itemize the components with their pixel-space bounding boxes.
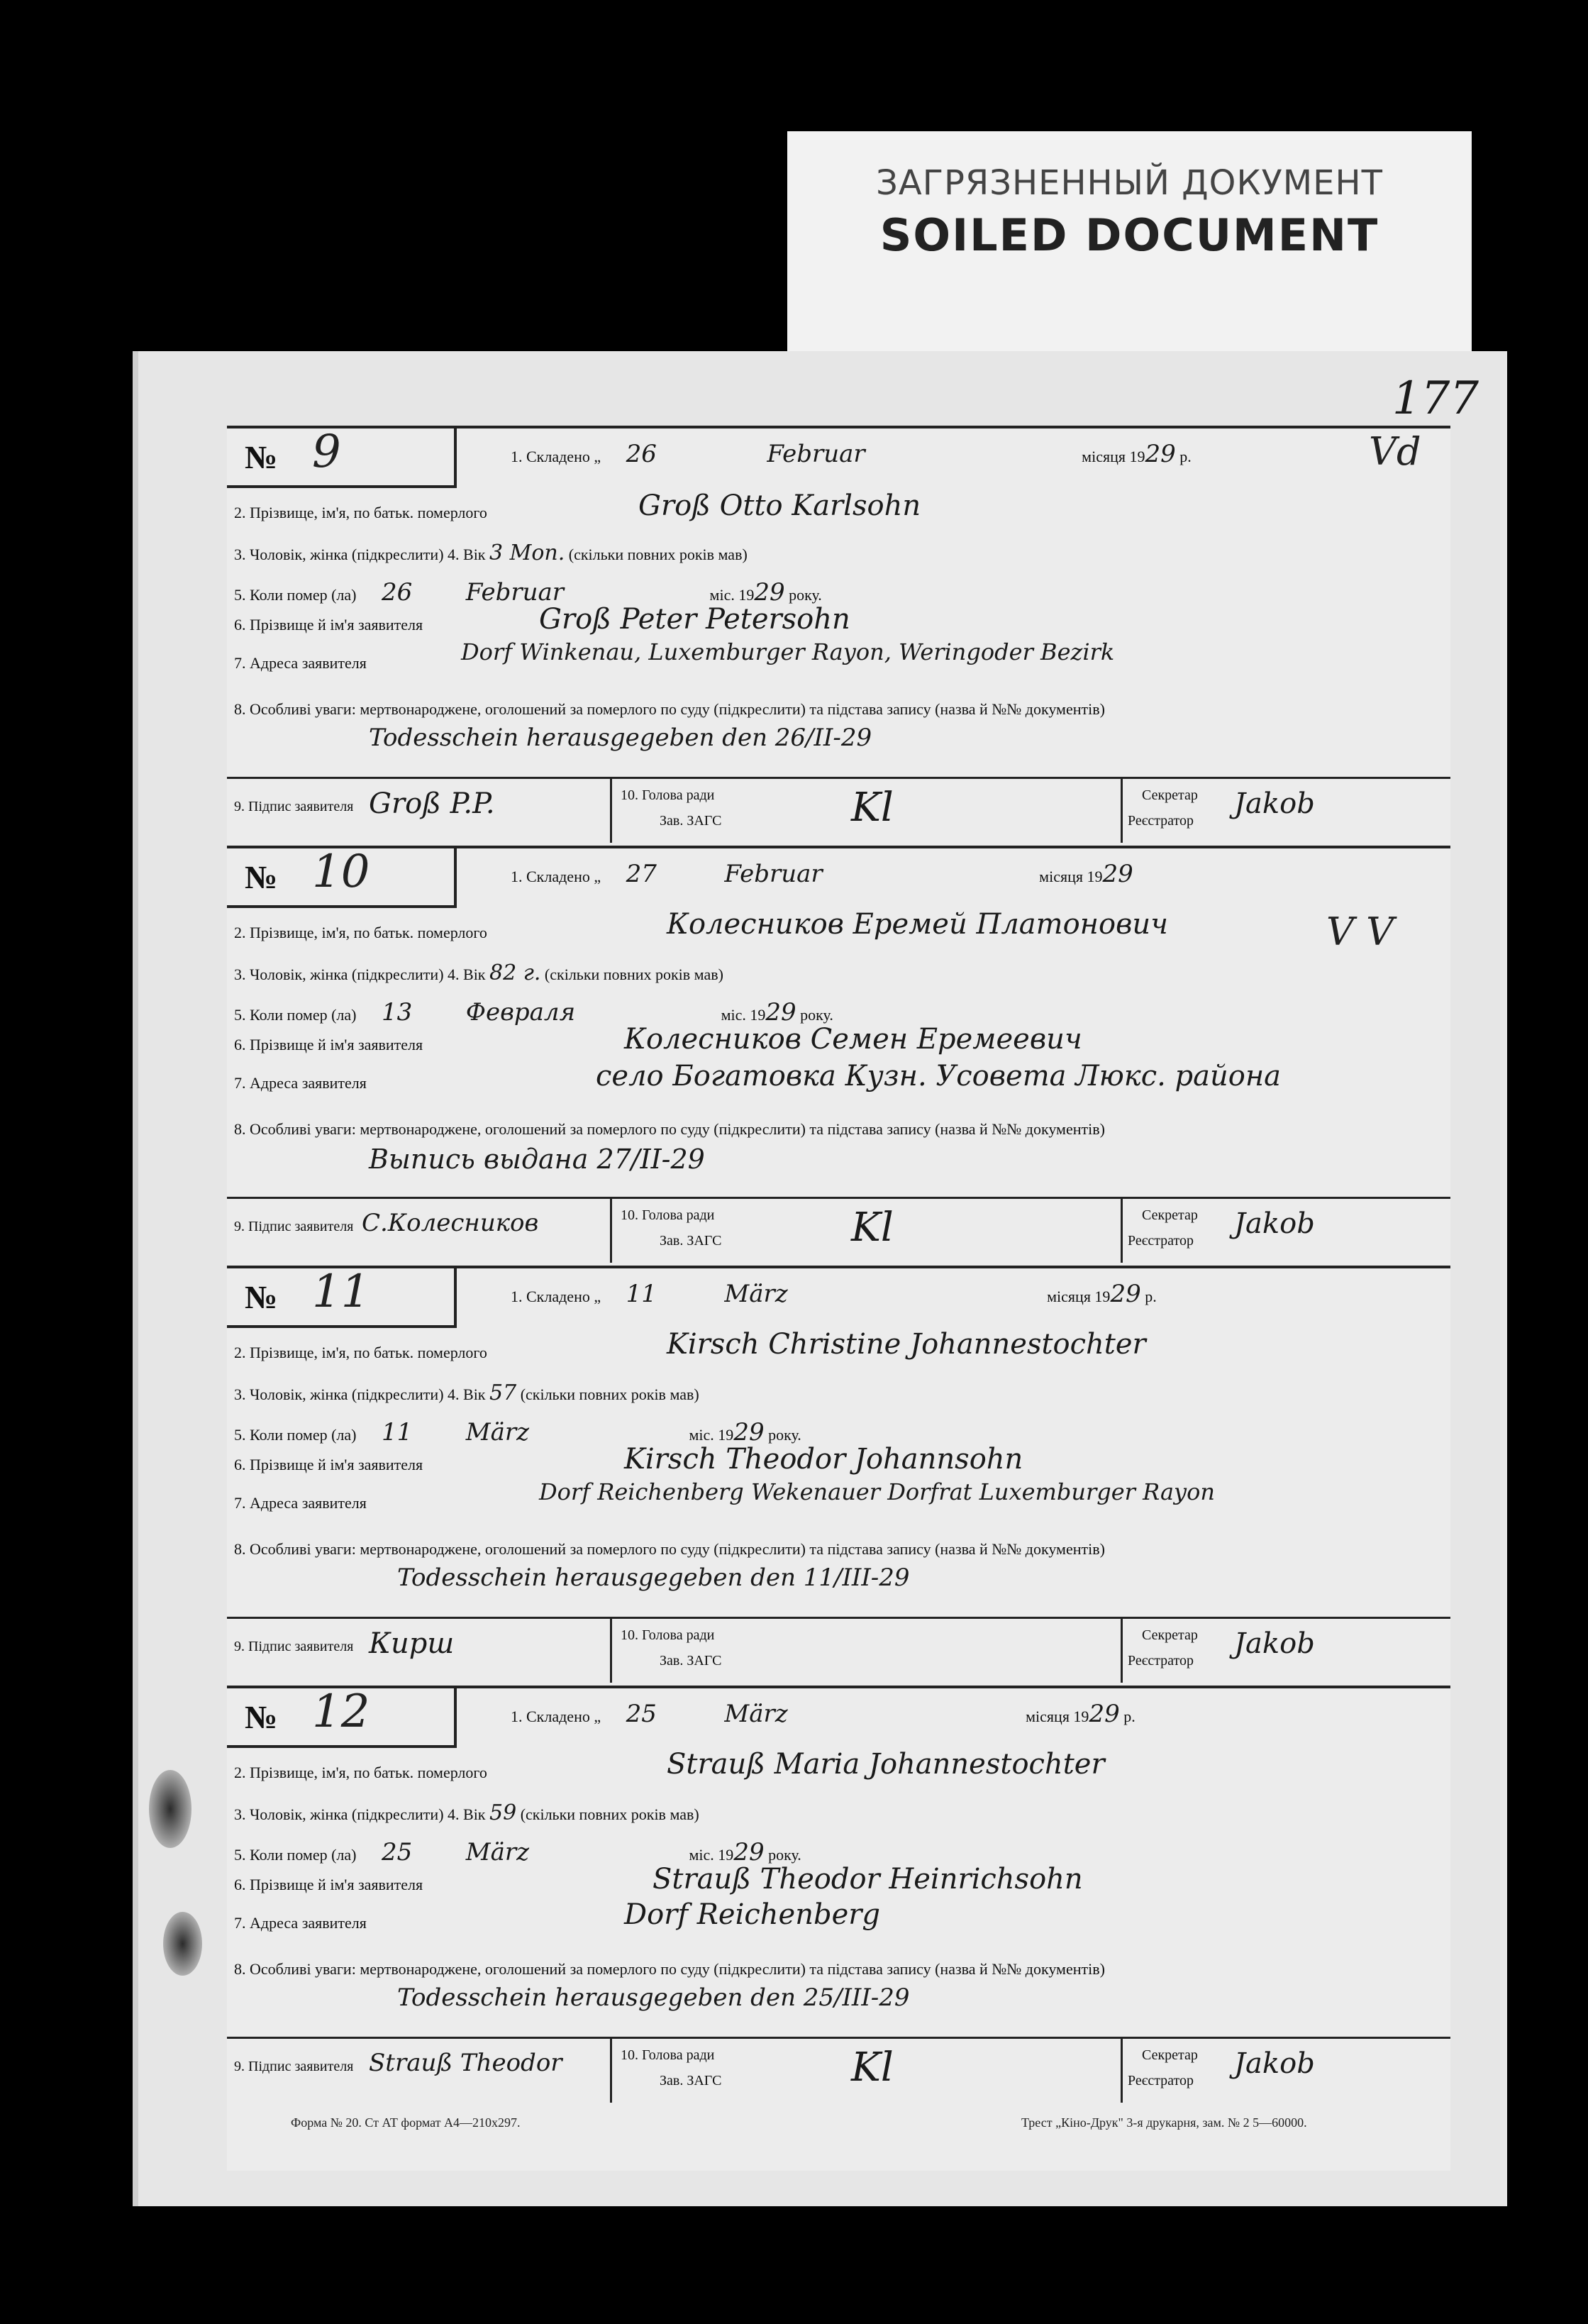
composed-year: 29	[1089, 1700, 1120, 1728]
death-day: 11	[381, 1418, 413, 1446]
head-signature: Kl	[851, 785, 894, 831]
composed-month: März	[724, 1700, 788, 1728]
month-label: місяця 19	[1047, 1288, 1111, 1305]
form-footer-left: Форма № 20. Ст АТ формат А4—210х297.	[291, 2115, 521, 2130]
composed-year: 29	[1110, 1280, 1141, 1308]
stain-mark	[149, 1770, 191, 1848]
declarant-address: Dorf Reichenberg	[624, 1898, 880, 1931]
declarant-signature: Кирш	[369, 1627, 455, 1660]
head-label: 10. Голова ради	[621, 1627, 715, 1643]
remarks-label: 8. Особливі уваги: мертвонароджене, оголошений за померлого по суду (підкреслити) та підстава запису (назва й №№ документів)	[234, 1540, 1105, 1558]
deceased-label: 2. Прізвище, ім'я, по батьк. померлого	[234, 924, 487, 941]
signature-row	[227, 2037, 1450, 2103]
deceased-name: Groß Otto Karlsohn	[638, 489, 921, 522]
secretary-signature: Jakob	[1234, 1627, 1315, 1660]
declarant-label: 6. Прізвище й ім'я заявителя	[234, 616, 423, 633]
declarant-address: Dorf Winkenau, Luxemburger Rayon, Weringoder Bezirk	[461, 638, 1115, 665]
death-label: 5. Коли помер (ла)	[234, 1426, 357, 1444]
death-month: Февраля	[465, 998, 576, 1027]
declarant-signature: Groß P.P.	[369, 787, 495, 820]
zags-label: Зав. ЗАГС	[660, 813, 722, 829]
secretary-label: Секретар	[1142, 2047, 1198, 2063]
year-suffix: р.	[1179, 448, 1192, 465]
remarks-value: Todesschein herausgegeben den 26/II-29	[369, 724, 872, 752]
deceased-label: 2. Прізвище, ім'я, по батьк. померлого	[234, 1764, 487, 1781]
head-label: 10. Голова ради	[621, 787, 715, 803]
record-number: 10	[312, 846, 370, 898]
composed-day: 27	[626, 860, 657, 888]
month-label: місяця 19	[1039, 868, 1103, 885]
declarant-signature: С.Колесников	[362, 1209, 539, 1237]
death-label: 5. Коли помер (ла)	[234, 1006, 357, 1024]
declarant-label: 6. Прізвище й ім'я заявителя	[234, 1036, 423, 1053]
record-number-box: № 9	[227, 426, 457, 488]
death-year: 29	[765, 998, 796, 1027]
secretary-signature: Jakob	[1234, 787, 1315, 820]
deceased-label: 2. Прізвище, ім'я, по батьк. померлого	[234, 1344, 487, 1361]
record-11	[227, 1266, 1450, 1686]
record-10	[227, 846, 1450, 1266]
death-month: März	[465, 1418, 529, 1446]
month-label: місяця 19	[1026, 1708, 1089, 1725]
roku-label: року.	[768, 1846, 801, 1864]
soiled-document-sticker	[787, 131, 1472, 351]
month-label: місяця 19	[1082, 448, 1145, 465]
deceased-name: Колесников Еремей Платонович	[667, 908, 1169, 941]
gender-age-label: 3. Чоловік, жінка (підкреслити) 4. Вік	[234, 1385, 486, 1403]
remarks-label: 8. Особливі уваги: мертвонароджене, оголошений за померлого по суду (підкреслити) та підстава запису (назва й №№ документів)	[234, 700, 1105, 718]
death-day: 13	[381, 998, 413, 1027]
record-number: 9	[312, 426, 341, 478]
composed-year: 29	[1145, 440, 1176, 468]
record-9	[227, 426, 1450, 846]
composed-label: 1. Складено „	[511, 1708, 601, 1725]
composed-day: 11	[626, 1280, 657, 1308]
age-value: 57	[489, 1380, 517, 1405]
gender-age-label: 3. Чоловік, жінка (підкреслити) 4. Вік	[234, 965, 486, 983]
secretary-signature: Jakob	[1234, 1207, 1315, 1240]
age-note: (скільки повних років мав)	[520, 1385, 699, 1403]
address-label: 7. Адреса заявителя	[234, 1914, 367, 1932]
signature-row	[227, 1197, 1450, 1263]
registrar-label: Реєстратор	[1128, 2073, 1194, 2088]
registrar-label: Реєстратор	[1128, 1653, 1194, 1669]
death-label: 5. Коли помер (ла)	[234, 1846, 357, 1864]
registrar-label: Реєстратор	[1128, 1233, 1194, 1249]
record-number: 11	[312, 1266, 370, 1318]
death-year: 29	[733, 1838, 765, 1866]
declarant-label: 6. Прізвище й ім'я заявителя	[234, 1456, 423, 1473]
remarks-value: Todesschein herausgegeben den 11/III-29	[397, 1564, 910, 1592]
margin-mark: Vd	[1369, 429, 1421, 474]
sign-label: 9. Підпис заявителя	[234, 799, 354, 814]
record-number-box: № 12	[227, 1686, 457, 1748]
declarant-label: 6. Прізвище й ім'я заявителя	[234, 1876, 423, 1893]
remarks-label: 8. Особливі уваги: мертвонароджене, оголошений за померлого по суду (підкреслити) та підстава запису (назва й №№ документів)	[234, 1960, 1105, 1978]
sticker-text-en: SOILED DOCUMENT	[879, 209, 1379, 261]
composed-year: 29	[1102, 860, 1133, 888]
death-day: 26	[381, 578, 413, 607]
head-label: 10. Голова ради	[621, 2047, 715, 2063]
remarks-value: Выпись выдана 27/II-29	[369, 1144, 705, 1175]
death-day: 25	[381, 1838, 413, 1866]
year-suffix: р.	[1145, 1288, 1157, 1305]
roku-label: року.	[800, 1006, 833, 1024]
death-month: Februar	[465, 578, 565, 607]
sticker-text-ru: ЗАГРЯЗНЕННЫЙ ДОКУМЕНТ	[876, 163, 1383, 203]
age-note: (скільки повних років мав)	[544, 965, 723, 983]
signature-row	[227, 1617, 1450, 1683]
record-12	[227, 1686, 1450, 2106]
death-label: 5. Коли помер (ла)	[234, 586, 357, 604]
death-year: 29	[733, 1418, 765, 1446]
composed-month: Februar	[724, 860, 823, 888]
secretary-signature: Jakob	[1234, 2047, 1315, 2080]
composed-label: 1. Складено „	[511, 868, 601, 885]
record-number: 12	[312, 1686, 370, 1738]
gender-age-label: 3. Чоловік, жінка (підкреслити) 4. Вік	[234, 1805, 486, 1823]
signature-row	[227, 777, 1450, 843]
declarant-address: Dorf Reichenberg Wekenauer Dorfrat Luxemburger Rayon	[539, 1478, 1215, 1505]
declarant-name: Groß Peter Petersohn	[539, 603, 850, 636]
declarant-name: Strauß Theodor Heinrichsohn	[653, 1863, 1083, 1896]
margin-mark: V V	[1326, 909, 1394, 954]
age-note: (скільки повних років мав)	[520, 1805, 699, 1823]
secretary-label: Секретар	[1142, 787, 1198, 803]
gender-age-label: 3. Чоловік, жінка (підкреслити) 4. Вік	[234, 546, 486, 563]
registrar-label: Реєстратор	[1128, 813, 1194, 829]
document-page	[138, 351, 1507, 2206]
secretary-label: Секретар	[1142, 1207, 1198, 1223]
age-value: 82 г.	[489, 961, 541, 985]
declarant-address: село Богатовка Кузн. Усовета Люкс. района	[596, 1060, 1282, 1092]
form-footer-right: Трест „Кіно-Друк" 3-я друкарня, зам. № 2 5—60000.	[1021, 2115, 1307, 2130]
mis-label: міс. 19	[689, 1846, 734, 1864]
mis-label: міс. 19	[709, 586, 755, 604]
stain-mark	[163, 1912, 202, 1976]
deceased-name: Strauß Maria Johannestochter	[667, 1748, 1105, 1781]
head-label: 10. Голова ради	[621, 1207, 715, 1223]
roku-label: року.	[768, 1426, 801, 1444]
head-signature: Kl	[851, 2044, 894, 2091]
declarant-signature: Strauß Theodor	[369, 2049, 562, 2077]
zags-label: Зав. ЗАГС	[660, 2073, 722, 2088]
mis-label: міс. 19	[721, 1006, 766, 1024]
address-label: 7. Адреса заявителя	[234, 1074, 367, 1092]
composed-month: Februar	[767, 440, 865, 468]
year-suffix: р.	[1123, 1708, 1136, 1725]
death-month: März	[465, 1838, 529, 1866]
zags-label: Зав. ЗАГС	[660, 1233, 722, 1249]
deceased-label: 2. Прізвище, ім'я, по батьк. померлого	[234, 504, 487, 521]
sign-label: 9. Підпис заявителя	[234, 1219, 354, 1234]
secretary-label: Секретар	[1142, 1627, 1198, 1643]
address-label: 7. Адреса заявителя	[234, 654, 367, 672]
composed-month: März	[724, 1280, 788, 1308]
declarant-name: Колесников Семен Еремеевич	[624, 1023, 1082, 1056]
address-label: 7. Адреса заявителя	[234, 1494, 367, 1512]
head-signature: Kl	[851, 1205, 894, 1251]
death-year: 29	[754, 578, 785, 607]
death-register-sheet	[227, 426, 1450, 2171]
record-number-box: № 11	[227, 1266, 457, 1328]
age-value: 3 Mon.	[489, 541, 565, 565]
record-number-box: № 10	[227, 846, 457, 908]
composed-label: 1. Складено „	[511, 448, 601, 465]
age-note: (скільки повних років мав)	[568, 546, 748, 563]
declarant-name: Kirsch Theodor Johannsohn	[624, 1443, 1023, 1476]
age-value: 59	[489, 1800, 517, 1825]
composed-day: 26	[626, 440, 657, 468]
zags-label: Зав. ЗАГС	[660, 1653, 722, 1669]
sign-label: 9. Підпис заявителя	[234, 2059, 354, 2074]
remarks-value: Todesschein herausgegeben den 25/III-29	[397, 1983, 910, 2012]
page-number: 177	[1392, 372, 1479, 425]
mis-label: міс. 19	[689, 1426, 734, 1444]
remarks-label: 8. Особливі уваги: мертвонароджене, оголошений за померлого по суду (підкреслити) та підстава запису (назва й №№ документів)	[234, 1120, 1105, 1138]
sign-label: 9. Підпис заявителя	[234, 1639, 354, 1654]
composed-label: 1. Складено „	[511, 1288, 601, 1305]
deceased-name: Kirsch Christine Johannestochter	[667, 1328, 1146, 1361]
composed-day: 25	[626, 1700, 657, 1728]
roku-label: року.	[789, 586, 822, 604]
